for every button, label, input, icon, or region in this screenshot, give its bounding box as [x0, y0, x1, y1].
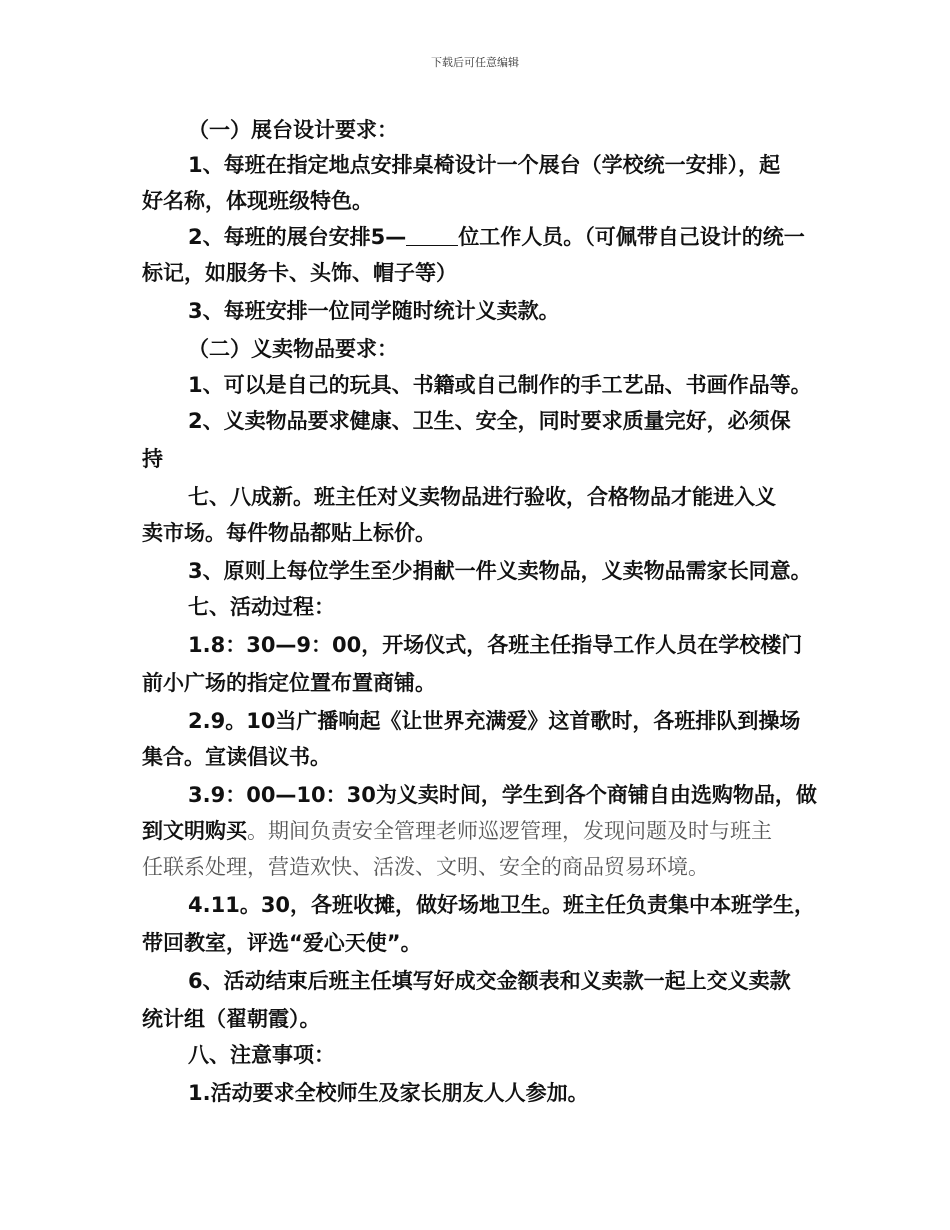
fill-in-blank [406, 225, 458, 246]
text-line: 1、可以是自己的玩具、书籍或自己制作的手工艺品、书画作品等。 [188, 373, 812, 397]
section-heading: 七、活动过程： [188, 595, 335, 619]
text-line: 带回教室，评选“爱心天使”。 [142, 931, 422, 955]
text-line: 6、活动结束后班主任填写好成交金额表和义卖款一起上交义卖款 [188, 969, 791, 993]
text-line: 2.9。10当广播响起《让世界充满爱》这首歌时，各班排队到操场 [188, 709, 801, 733]
text-segment: 到文明购买 [142, 819, 247, 843]
text-line: 七、八成新。班主任对义卖物品进行验收，合格物品才能进入义 [188, 485, 776, 509]
text-line: 统计组（翟朝霞）。 [142, 1007, 321, 1031]
text-segment: 。期间负责安全管理老师巡逻管理，发现问题及时与班主 [247, 819, 772, 843]
text-line: 1.8：30—9：00，开场仪式，各班主任指导工作人员在学校楼门 [188, 633, 803, 657]
text-line [188, 222, 805, 252]
text-line: 2、义卖物品要求健康、卫生、安全，同时要求质量完好，必须保 [188, 409, 791, 433]
text-line: 3、每班安排一位同学随时统计义卖款。 [188, 299, 560, 323]
text-segment: 位工作人员。（可佩带自己设计的统一 [458, 225, 805, 249]
text-line: 3、原则上每位学生至少捐献一件义卖物品，义卖物品需家长同意。 [188, 559, 812, 583]
text-line: 1.活动要求全校师生及家长朋友人人参加。 [188, 1081, 589, 1105]
text-line: 4.11。30，各班收摊，做好场地卫生。班主任负责集中本班学生， [188, 893, 816, 917]
text-line: 好名称，体现班级特色。 [142, 189, 373, 213]
text-line: 持 [142, 447, 163, 471]
text-line [142, 816, 772, 846]
text-line: 卖市场。每件物品都贴上标价。 [142, 521, 436, 545]
text-line: 集合。宣读倡议书。 [142, 745, 331, 769]
text-line: 前小广场的指定位置布置商铺。 [142, 671, 436, 695]
section-heading: （一）展台设计要求： [188, 118, 398, 142]
text-line: 3.9：00—10：30为义卖时间，学生到各个商铺自由选购物品，做 [188, 783, 817, 807]
text-line: 任联系处理，营造欢快、活泼、文明、安全的商品贸易环境。 [142, 855, 709, 879]
section-heading: 八、注意事项： [188, 1043, 335, 1067]
text-line: 标记，如服务卡、头饰、帽子等） [142, 261, 457, 285]
text-segment: 2、每班的展台安排5— [188, 225, 407, 249]
page-header: 下载后可任意编辑 [431, 56, 519, 69]
text-line: 1、每班在指定地点安排桌椅设计一个展台（学校统一安排），起 [188, 153, 781, 177]
section-heading: （二）义卖物品要求： [188, 337, 398, 361]
